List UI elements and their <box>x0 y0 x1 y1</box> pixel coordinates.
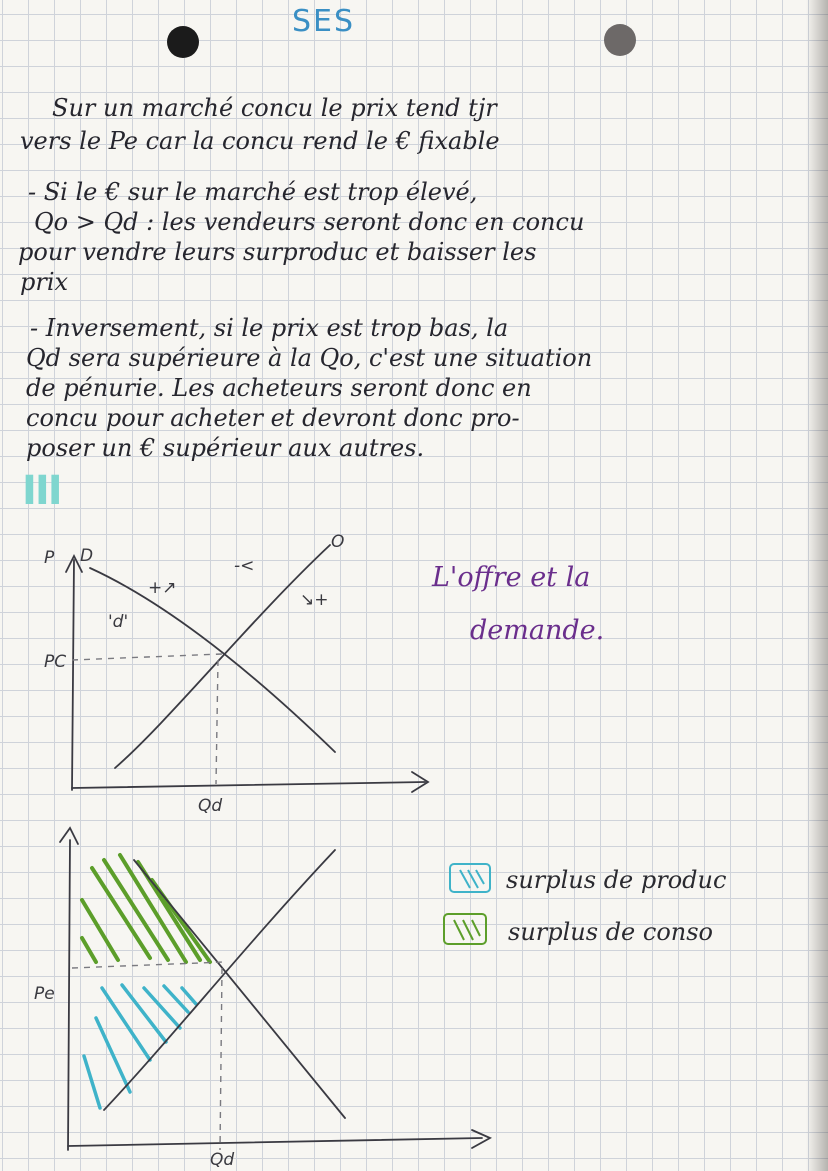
paragraph2-line4: prix <box>20 268 69 296</box>
paragraph2-line2: Qo > Qd : les vendeurs seront donc en concu <box>34 208 585 236</box>
supply-label: O <box>331 532 345 552</box>
graph2-x-axis <box>68 1138 482 1146</box>
graph1-price-label: PC <box>44 652 67 672</box>
demand-label: D <box>80 546 94 566</box>
paragraph3-line3: de pénurie. Les acheteurs seront donc en <box>26 374 532 402</box>
graph1-note-plus: +↗ <box>148 578 177 598</box>
page-title: SES <box>292 4 356 39</box>
section-mark: III <box>22 468 61 514</box>
graph2-price-label: Pe <box>34 984 55 1004</box>
legend-producer-label: surplus de produc <box>506 866 727 894</box>
paragraph3-line1: - Inversement, si le prix est trop bas, la <box>30 314 509 342</box>
graph1-note-down-plus: ↘+ <box>300 590 329 610</box>
graph2-quantity-guide <box>220 968 222 1150</box>
paragraph2-line1: - Si le € sur le marché est trop élevé, <box>28 178 478 206</box>
graph1-note-minus: -< <box>234 556 255 576</box>
paragraph1-line2: vers le Pe car la concu rend le € fixable <box>20 127 500 155</box>
graph2-y-axis <box>68 840 70 1150</box>
producer-surplus-hatching <box>84 985 196 1108</box>
paragraph1-line1: Sur un marché concu le prix tend tjr <box>52 94 497 122</box>
graph1-quantity-label: Qd <box>198 796 223 816</box>
paragraph3-line4: concu pour acheter et devront donc pro- <box>26 404 520 432</box>
graph1-note-d: 'd' <box>108 612 129 632</box>
legend-consumer-swatch <box>444 914 486 944</box>
graph2-y-arrow <box>60 828 78 844</box>
graph1-caption-line1: L'offre et la <box>432 562 591 593</box>
paragraph3-line5: poser un € supérieur aux autres. <box>26 434 425 462</box>
graph2-quantity-label: Qd <box>210 1150 235 1170</box>
paragraph3-line2: Qd sera supérieure à la Qo, c'est une situation <box>26 344 593 372</box>
graph1-y-axis-label: P <box>44 548 55 568</box>
legend-consumer-label: surplus de conso <box>508 918 713 946</box>
paragraph2-line3: pour vendre leurs surproduc et baisser les <box>18 238 537 266</box>
consumer-surplus-hatching <box>82 855 210 962</box>
graph1-caption-line2: demande. <box>470 615 605 646</box>
